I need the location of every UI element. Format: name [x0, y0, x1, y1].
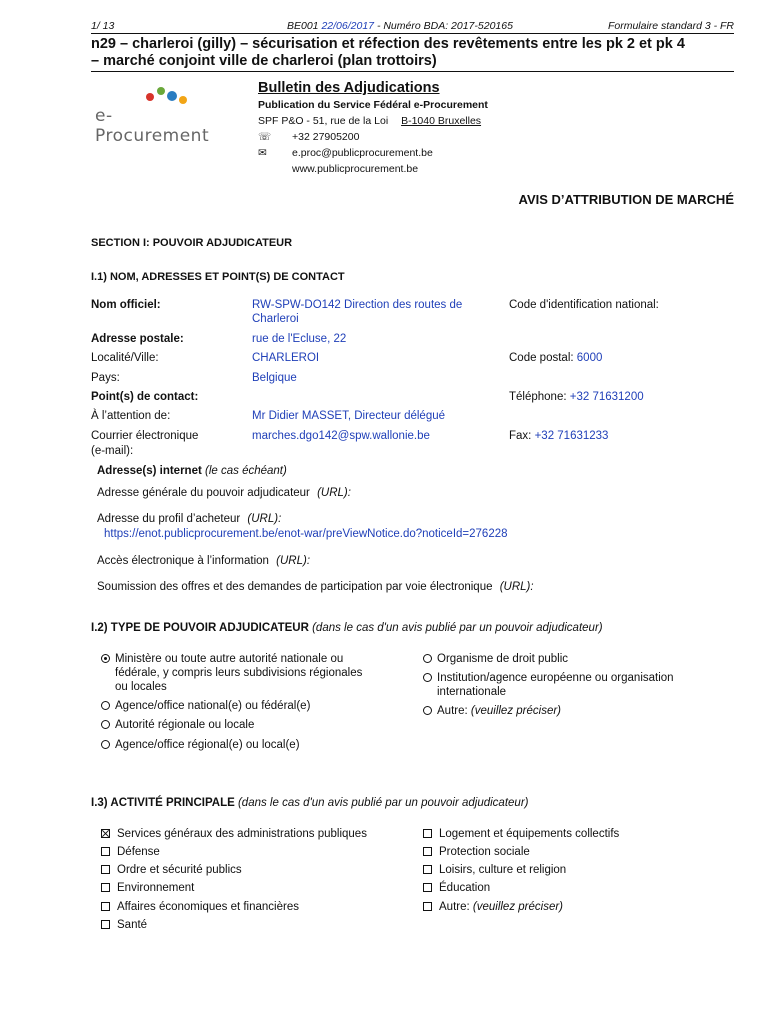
bulletin-title: Bulletin des Adjudications — [258, 80, 440, 96]
checkbox-icon[interactable] — [101, 847, 110, 856]
email-label-1: Courrier électronique — [91, 430, 199, 442]
activity-option-label: Éducation — [439, 882, 491, 894]
fax-value: +32 71631233 — [534, 430, 609, 442]
electronic-submission-line — [97, 581, 534, 593]
radio-icon[interactable] — [423, 706, 432, 715]
buyer-profile-url[interactable]: https://enot.publicprocurement.be/enot-war/preViewNotice.do?noticeId=276228 — [104, 528, 508, 540]
bulletin-phone: +32 27905200 — [292, 131, 360, 143]
electronic-access-url-note: (URL): — [276, 555, 311, 567]
bulletin-address-line — [258, 113, 488, 129]
postal-code-value: 6000 — [576, 352, 603, 364]
activity-option[interactable] — [101, 900, 299, 914]
activity-option-label: Affaires économiques et financières — [117, 901, 299, 913]
bulletin-info — [258, 79, 488, 177]
activity-option-label: Autre: (veuillez préciser) — [439, 901, 563, 913]
email-label-2: (e-mail): — [91, 445, 134, 457]
envelope-icon: ✉ — [258, 147, 267, 159]
general-address-line — [97, 487, 351, 499]
checkbox-icon[interactable] — [101, 902, 110, 911]
checkbox-icon[interactable] — [101, 865, 110, 874]
section-1-3-title: I.3) ACTIVITÉ PRINCIPALE — [91, 797, 235, 809]
section-1-2-note: (dans le cas d'un avis publié par un pouvoir adjudicateur) — [312, 622, 603, 634]
postal-address-value: rue de l'Ecluse, 22 — [252, 333, 347, 345]
authority-type-option-label: Institution/agence européenne ou organisation internationale — [437, 672, 674, 698]
authority-type-option[interactable] — [101, 699, 310, 713]
telephone-label: Téléphone: — [509, 391, 567, 403]
postal-code-label: Code postal: — [509, 352, 574, 364]
bulletin-email-line — [258, 145, 488, 161]
general-address-label: Adresse générale du pouvoir adjudicateur — [97, 487, 310, 499]
national-id-label: Code d'identification national: — [509, 299, 659, 311]
activity-option[interactable] — [101, 881, 194, 895]
internet-label: Adresse(s) internet — [97, 465, 202, 477]
radio-selected-icon[interactable] — [101, 654, 110, 663]
checkbox-checked-icon[interactable] — [101, 829, 110, 838]
title-divider — [91, 71, 734, 72]
activity-option[interactable] — [423, 881, 490, 895]
section-1-2-heading — [91, 622, 603, 634]
fax-label: Fax: — [509, 430, 532, 442]
checkbox-icon[interactable] — [423, 847, 432, 856]
locality-value: CHARLEROI — [252, 352, 320, 364]
checkbox-icon[interactable] — [423, 902, 432, 911]
header-divider — [91, 33, 734, 34]
checkbox-icon[interactable] — [101, 920, 110, 929]
postal-address-label: Adresse postale: — [91, 333, 184, 345]
activity-option[interactable] — [423, 827, 619, 841]
page-number: 1/ 13 — [91, 20, 115, 32]
official-name-value-1: RW-SPW-DO142 Direction des routes de — [252, 299, 463, 311]
authority-type-option[interactable] — [423, 671, 674, 699]
activity-option-label: Logement et équipements collectifs — [439, 828, 620, 840]
authority-type-option-label: Agence/office régional(e) ou local(e) — [115, 739, 300, 751]
authority-type-option[interactable] — [101, 738, 300, 752]
title-line-1: n29 – charleroi (gilly) – sécurisation et réfection des revêtements entre les pk 2 et pk 4 — [91, 36, 685, 52]
logo-text: e-Procurement — [95, 106, 210, 146]
activity-option-label: Protection sociale — [439, 846, 530, 858]
bulletin-phone-line — [258, 129, 488, 145]
electronic-submission-label: Soumission des offres et des demandes de participation par voie électronique — [97, 581, 493, 593]
fax-line — [509, 428, 608, 444]
activity-option[interactable] — [101, 845, 160, 859]
country-label: Pays: — [91, 372, 120, 384]
activity-option-label: Loisirs, culture et religion — [439, 864, 567, 876]
section-1-3-heading — [91, 797, 528, 809]
activity-option[interactable] — [101, 827, 367, 841]
activity-option-label: Santé — [117, 919, 148, 931]
authority-type-option[interactable] — [101, 718, 254, 732]
official-name-value-2: Charleroi — [252, 313, 299, 325]
section-1-heading: SECTION I: POUVOIR ADJUDICATEUR — [91, 237, 293, 249]
logo-dots-icon — [95, 83, 225, 105]
bulletin-subtitle: Publication du Service Fédéral e-Procurement — [258, 99, 488, 111]
authority-type-option[interactable] — [423, 704, 561, 718]
buyer-profile-line — [97, 513, 281, 525]
telephone-line — [509, 389, 644, 405]
buyer-profile-label: Adresse du profil d’acheteur — [97, 513, 241, 525]
activity-option[interactable] — [423, 863, 566, 877]
radio-icon[interactable] — [423, 673, 432, 682]
section-1-2-title: I.2) TYPE DE POUVOIR ADJUDICATEUR — [91, 622, 309, 634]
radio-icon[interactable] — [423, 654, 432, 663]
header-bda: - Numéro BDA: 2017-520165 — [376, 20, 513, 32]
header-reference — [287, 20, 513, 32]
header-ref: BE001 — [287, 20, 319, 32]
title-line-2: – marché conjoint ville de charleroi (plan trottoirs) — [91, 53, 437, 69]
country-value: Belgique — [252, 372, 297, 384]
authority-type-option[interactable] — [423, 652, 568, 666]
header-date: 22/06/2017 — [321, 20, 375, 32]
internet-heading — [97, 465, 287, 477]
authority-type-option-label: Autorité régionale ou locale — [115, 719, 255, 731]
radio-icon[interactable] — [101, 701, 110, 710]
postal-code-line — [509, 350, 602, 366]
eprocurement-logo — [95, 83, 225, 146]
telephone-value: +32 71631200 — [569, 391, 644, 403]
bulletin-city: B-1040 Bruxelles — [401, 115, 482, 127]
authority-type-option-label: Agence/office national(e) ou fédéral(e) — [115, 700, 311, 712]
activity-option[interactable] — [101, 918, 147, 932]
attention-label: À l’attention de: — [91, 410, 171, 422]
bulletin-web[interactable]: www.publicprocurement.be — [292, 163, 419, 175]
bulletin-address: SPF P&O - 51, rue de la Loi — [258, 115, 389, 127]
activity-option[interactable] — [101, 863, 242, 877]
checkbox-icon[interactable] — [423, 883, 432, 892]
general-address-url-note: (URL): — [317, 487, 351, 499]
checkbox-icon[interactable] — [101, 883, 110, 892]
notice-type-title: AVIS D’ATTRIBUTION DE MARCHÉ — [518, 192, 734, 207]
checkbox-icon[interactable] — [423, 865, 432, 874]
bulletin-email[interactable]: e.proc@publicprocurement.be — [292, 147, 433, 159]
activity-option-label: Ordre et sécurité publics — [117, 864, 242, 876]
electronic-access-line — [97, 555, 310, 567]
form-type: Formulaire standard 3 - FR — [607, 20, 734, 32]
radio-icon[interactable] — [101, 740, 110, 749]
activity-option[interactable] — [423, 900, 563, 914]
official-name-label: Nom officiel: — [91, 299, 161, 311]
activity-option-label: Services généraux des administrations publiques — [117, 828, 367, 840]
attention-value: Mr Didier MASSET, Directeur délégué — [252, 410, 446, 422]
activity-option[interactable] — [423, 845, 530, 859]
buyer-profile-url-note: (URL): — [247, 513, 282, 525]
section-1-3-note: (dans le cas d'un avis publié par un pouvoir adjudicateur) — [237, 797, 529, 809]
authority-type-option[interactable] — [101, 652, 362, 694]
checkbox-icon[interactable] — [423, 829, 432, 838]
notice-title-block — [91, 36, 751, 70]
activity-option-label: Défense — [117, 846, 160, 858]
authority-type-option-label: Ministère ou toute autre autorité nationale ou fédérale, y compris leurs subdivisions régionales ou locales — [115, 653, 363, 693]
internet-note: (le cas échéant) — [205, 465, 287, 477]
locality-label: Localité/Ville: — [91, 352, 159, 364]
electronic-submission-url-note: (URL): — [499, 581, 534, 593]
radio-icon[interactable] — [101, 720, 110, 729]
activity-option-label: Environnement — [117, 882, 195, 894]
electronic-access-label: Accès électronique à l’information — [97, 555, 269, 567]
section-1-1-heading: I.1) NOM, ADRESSES ET POINT(S) DE CONTACT — [91, 271, 345, 283]
email-value[interactable]: marches.dgo142@spw.wallonie.be — [252, 430, 430, 442]
contact-point-label: Point(s) de contact: — [91, 391, 199, 403]
authority-type-option-label: Organisme de droit public — [437, 653, 569, 665]
phone-icon: ☏ — [258, 131, 272, 143]
authority-type-option-label: Autre: (veuillez préciser) — [437, 705, 561, 717]
